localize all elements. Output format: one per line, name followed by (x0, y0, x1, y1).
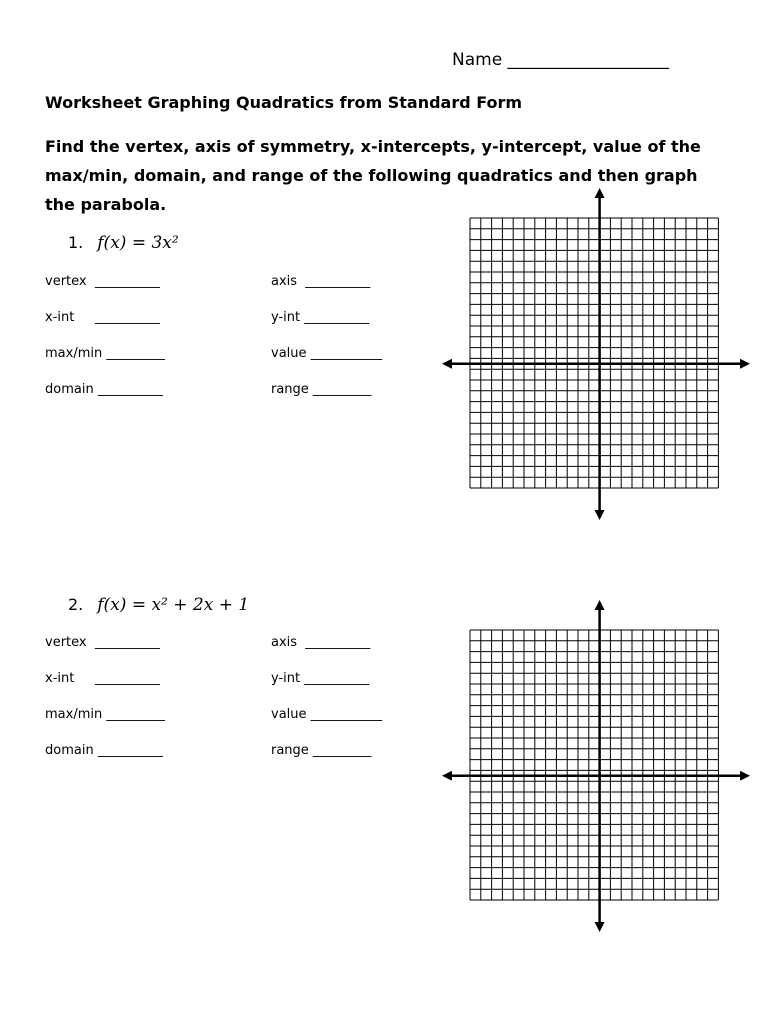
problem-1-equation: f(x) = 3x² (97, 233, 179, 253)
problem-2-y-axis-down-arrow (595, 922, 605, 932)
problem-2-value-field[interactable]: value ___________ (271, 707, 383, 722)
problem-2-axis-field[interactable]: axis __________ (271, 635, 371, 650)
problem-2-y-axis-up-arrow (595, 600, 605, 610)
problem-2-max-min-field[interactable]: max/min _________ (45, 707, 165, 722)
problem-1-x-int-field[interactable]: x-int __________ (45, 310, 160, 325)
problem-2-x-axis-right-arrow (740, 771, 750, 781)
problem-1-range-field[interactable]: range _________ (271, 382, 372, 397)
problem-1-value-field[interactable]: value ___________ (271, 346, 383, 361)
name-field[interactable]: Name ___________________ (452, 50, 670, 70)
worksheet-title: Worksheet Graphing Quadratics from Standard Form (45, 93, 523, 112)
problem-2-domain-field[interactable]: domain __________ (45, 743, 163, 758)
problem-1-max-min-field[interactable]: max/min _________ (45, 346, 165, 361)
problem-2-equation: f(x) = x² + 2x + 1 (97, 595, 250, 615)
problem-1-domain-field[interactable]: domain __________ (45, 382, 163, 397)
problem-2-y-int-field[interactable]: y-int __________ (271, 671, 370, 686)
problem-2-coordinate-grid[interactable] (440, 600, 752, 932)
problem-1-axis-field[interactable]: axis __________ (271, 274, 371, 289)
problem-1-x-axis-left-arrow (442, 359, 452, 369)
problem-1-vertex-field[interactable]: vertex __________ (45, 274, 160, 289)
problem-1-number: 1. (68, 233, 84, 252)
problem-1-x-axis-right-arrow (740, 359, 750, 369)
problem-2-x-int-field[interactable]: x-int __________ (45, 671, 160, 686)
problem-1-y-int-field[interactable]: y-int __________ (271, 310, 370, 325)
problem-2-grid-lines (470, 630, 718, 900)
problem-1-label (68, 233, 179, 253)
problem-1-y-axis-up-arrow (595, 188, 605, 198)
problem-1-coordinate-grid[interactable] (440, 188, 752, 520)
problem-1-grid-lines (470, 218, 718, 488)
instructions: Find the vertex, axis of symmetry, x-intercepts, y-intercept, value of the max/min, domain, and range of the following quadratics and then graph the parabola. (45, 137, 701, 214)
problem-1-y-axis-down-arrow (595, 510, 605, 520)
problem-2-number: 2. (68, 595, 84, 614)
problem-2-vertex-field[interactable]: vertex __________ (45, 635, 160, 650)
problem-2-label (68, 595, 249, 615)
problem-2-x-axis-left-arrow (442, 771, 452, 781)
problem-2-range-field[interactable]: range _________ (271, 743, 372, 758)
